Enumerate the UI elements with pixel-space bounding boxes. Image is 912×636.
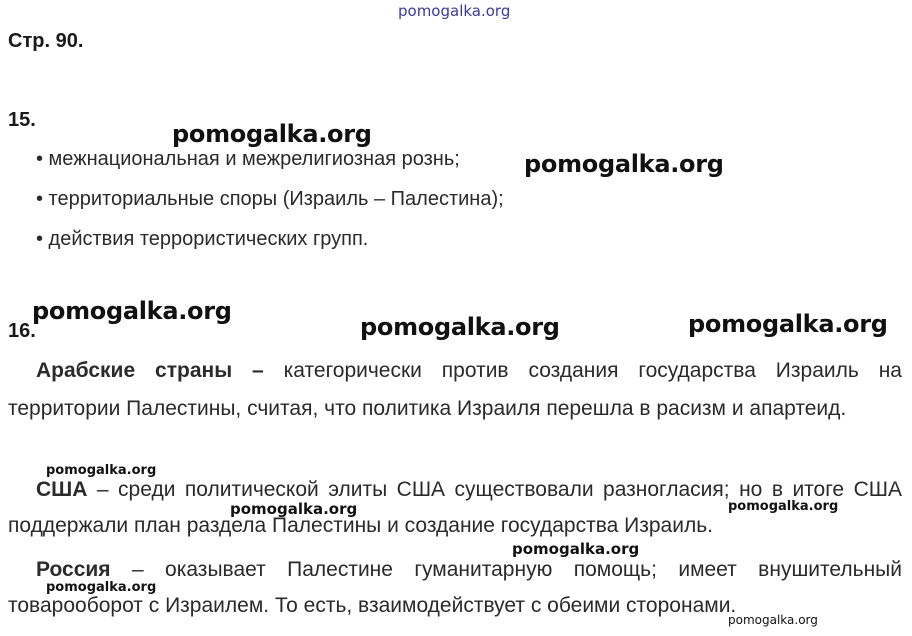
q15-bullet-item: • действия террористических групп. bbox=[36, 228, 369, 250]
q15-bullet-item: • межнациональная и межрелигиозная рознь; bbox=[36, 148, 460, 170]
watermark: pomogalka.org bbox=[172, 120, 372, 148]
watermark: pomogalka.org bbox=[360, 313, 560, 341]
watermark: pomogalka.org bbox=[230, 500, 358, 518]
page-reference: Стр. 90. bbox=[8, 30, 84, 52]
watermark: pomogalka.org bbox=[728, 499, 839, 514]
watermark: pomogalka.org bbox=[688, 310, 888, 338]
paragraph-text: – оказывает Палестине гуманитарную помощь; имеет внушительный товарооборот с Израилем. То есть, взаимодействует с обеими сторонами. bbox=[8, 558, 902, 617]
q16-paragraph-arab-countries bbox=[8, 352, 902, 428]
term-arab-countries: Арабские страны – bbox=[36, 359, 264, 382]
watermark: pomogalka.org bbox=[46, 463, 157, 478]
watermark: pomogalka.org bbox=[32, 297, 232, 325]
paragraph-text: – среди политической элиты США существовали разногласия; но в итоге США поддержали план раздела Палестины и создание государства Израиль. bbox=[8, 478, 902, 537]
paragraph-text: категорически против создания государства Израиль на территории Палестины, считая, что политика Израиля перешла в расизм и апартеид. bbox=[8, 359, 902, 420]
watermark: pomogalka.org bbox=[46, 580, 157, 595]
watermark-top: pomogalka.org bbox=[398, 2, 511, 20]
watermark: pomogalka.org bbox=[728, 613, 818, 627]
watermark: pomogalka.org bbox=[524, 150, 724, 178]
q15-bullet-item: • территориальные споры (Израиль – Палестина); bbox=[36, 188, 504, 210]
term-russia: Россия bbox=[36, 558, 111, 581]
watermark: pomogalka.org bbox=[512, 540, 640, 558]
question-15-number: 15. bbox=[8, 109, 36, 131]
question-16-number: 16. bbox=[8, 320, 36, 342]
term-usa: США bbox=[36, 478, 88, 501]
